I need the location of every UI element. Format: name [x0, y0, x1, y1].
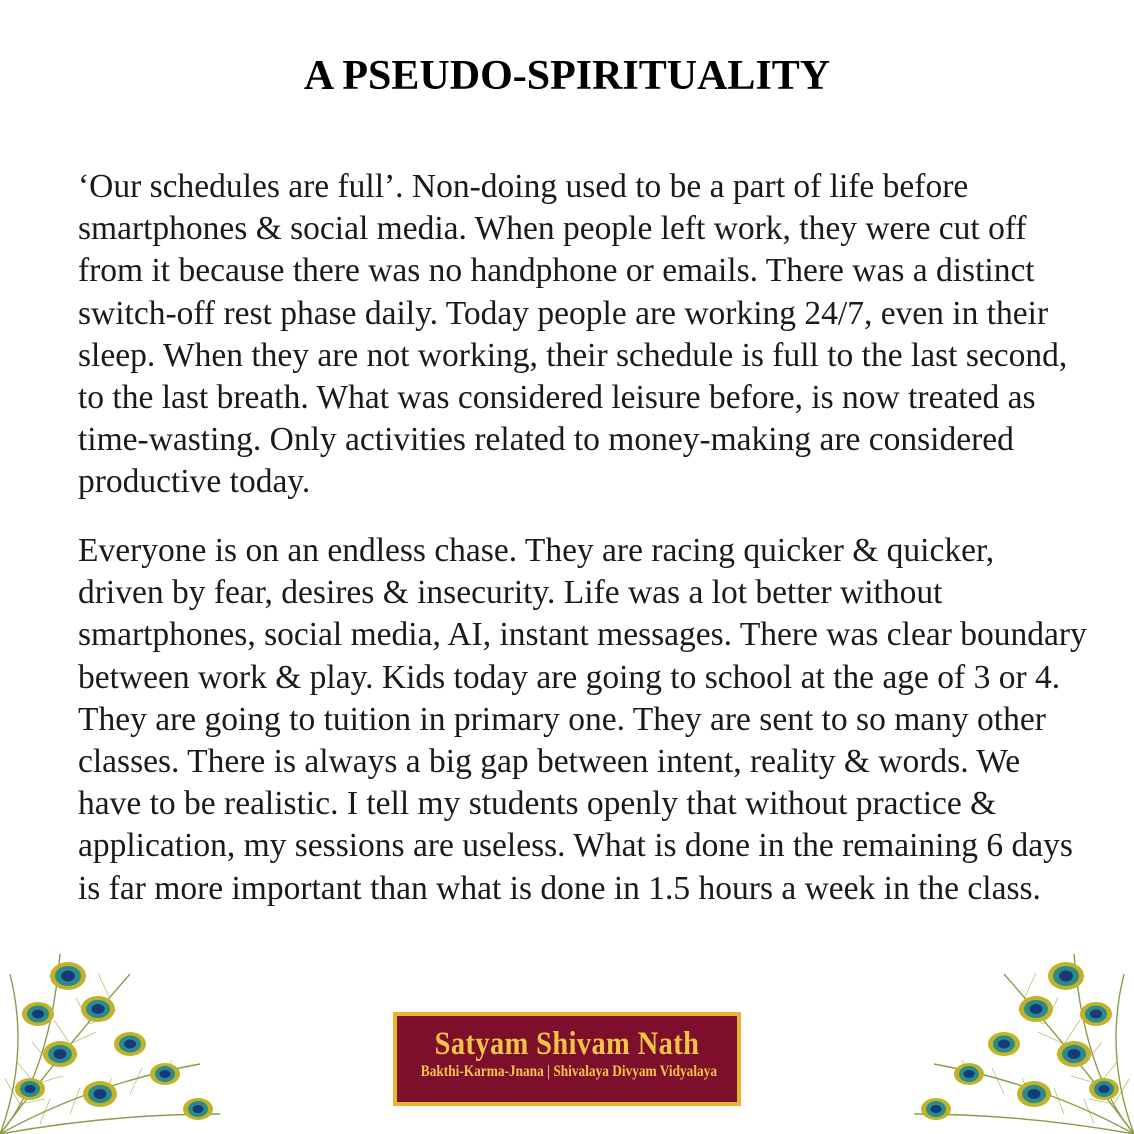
peacock-feather-icon	[904, 954, 1134, 1134]
peacock-feather-icon	[0, 954, 230, 1134]
logo-name: Satyam Shivam Nath	[434, 1026, 700, 1062]
paragraph-1: ‘Our schedules are full’. Non-doing used to be a part of life before smartphones & social media. When people left work, they were cut off from it because there was no handphone or emails. There was a distinct switch-off rest phase daily. Today people are working 24/7, even in their sleep. When they are not working, their schedule is full to the last second, to the last breath. What was considered leisure before, is now treated as time-wasting. Only activities related to money-making are considered productive today.	[78, 168, 1068, 501]
paragraph-2: Everyone is on an endless chase. They are racing quicker & quicker, driven by fear, desires & insecurity. Life was a lot better without smartphones, social media, AI, instant messages. There was clear boundary between work & play. Kids today are going to school at the age of 3 or 4. They are going to tuition in primary one. They are sent to so many other classes. There is always a big gap between intent, reality & words. We have to be realistic. I tell my students openly that without practice & application, my sessions are useless. What is done in the remaining 6 days is far more important than what is done in 1.5 hours a week in the class.	[78, 532, 1087, 907]
logo-tagline: Bakthi-Karma-Jnana | Shivalaya Divyam Vidyalaya	[420, 1063, 718, 1080]
brand-logo	[393, 1012, 741, 1106]
page-title: A PSEUDO-SPIRITUALITY	[303, 53, 831, 99]
